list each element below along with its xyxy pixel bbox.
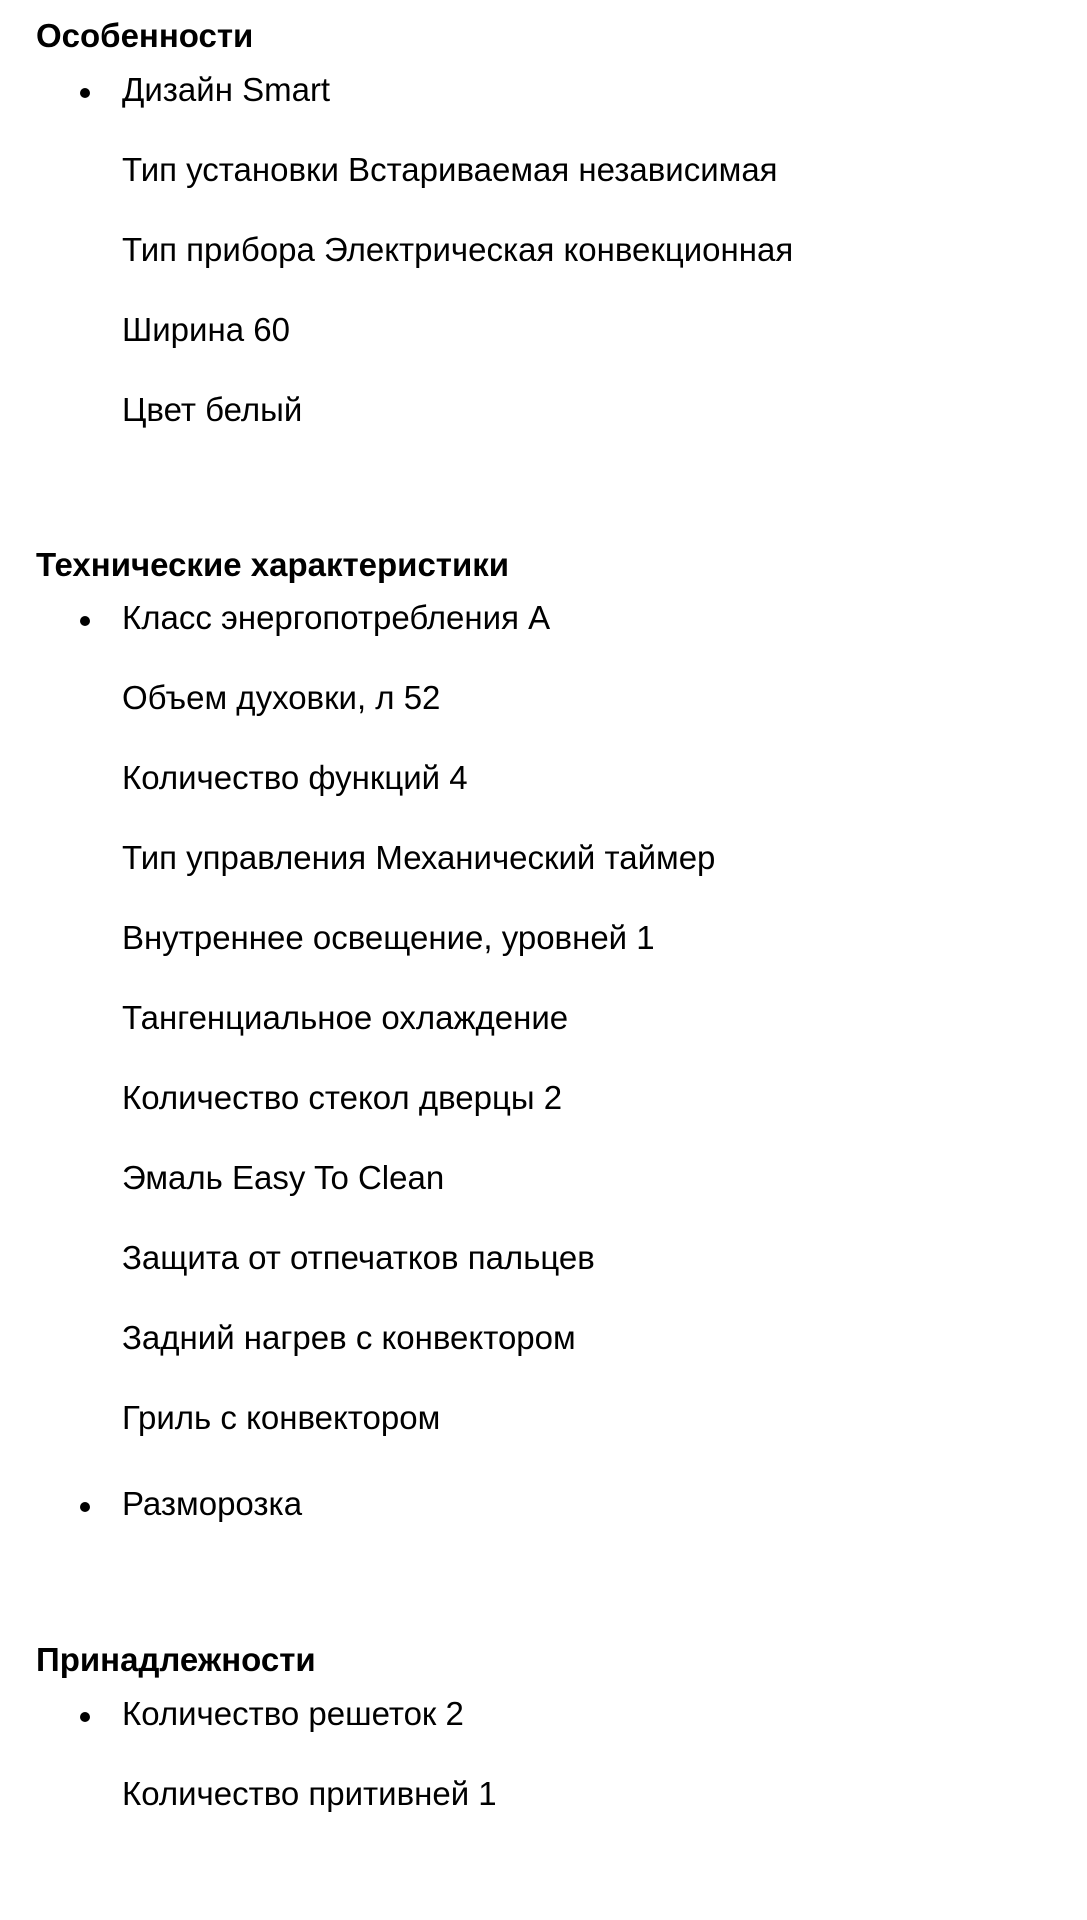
list-item: Задний нагрев с конвектором	[122, 1319, 576, 1356]
list-item: Цвет белый	[122, 391, 303, 428]
list-item: Разморозка	[122, 1485, 303, 1522]
bullet-icon	[80, 1502, 90, 1512]
list-item: Класс энергопотребления А	[122, 599, 551, 636]
list-item: Количество функций 4	[122, 759, 468, 796]
list-item: Эмаль Easy To Clean	[122, 1159, 445, 1196]
section-heading-accessories: Принадлежности	[36, 1641, 316, 1678]
list-item: Тангенциальное охлаждение	[122, 999, 569, 1036]
list-item: Количество решеток 2	[122, 1695, 464, 1732]
section-heading-features: Особенности	[36, 17, 254, 54]
bullet-icon	[80, 88, 90, 98]
list-item: Тип установки Встариваемая независимая	[122, 151, 778, 188]
list-item: Защита от отпечатков пальцев	[122, 1239, 595, 1276]
list-item: Гриль с конвектором	[122, 1399, 441, 1436]
list-item: Тип управления Механический таймер	[122, 839, 716, 876]
list-item: Дизайн Smart	[122, 71, 331, 108]
list-item: Объем духовки, л 52	[122, 679, 441, 716]
list-item: Количество притивней 1	[122, 1775, 497, 1812]
list-item: Внутреннее освещение, уровней 1	[122, 919, 655, 956]
list-item: Ширина 60	[122, 311, 290, 348]
section-heading-specs: Технические характеристики	[36, 546, 510, 583]
list-item: Тип прибора Электрическая конвекционная	[122, 231, 794, 268]
bullet-icon	[80, 616, 90, 626]
bullet-icon	[80, 1712, 90, 1722]
list-item: Количество стекол дверцы 2	[122, 1079, 563, 1116]
